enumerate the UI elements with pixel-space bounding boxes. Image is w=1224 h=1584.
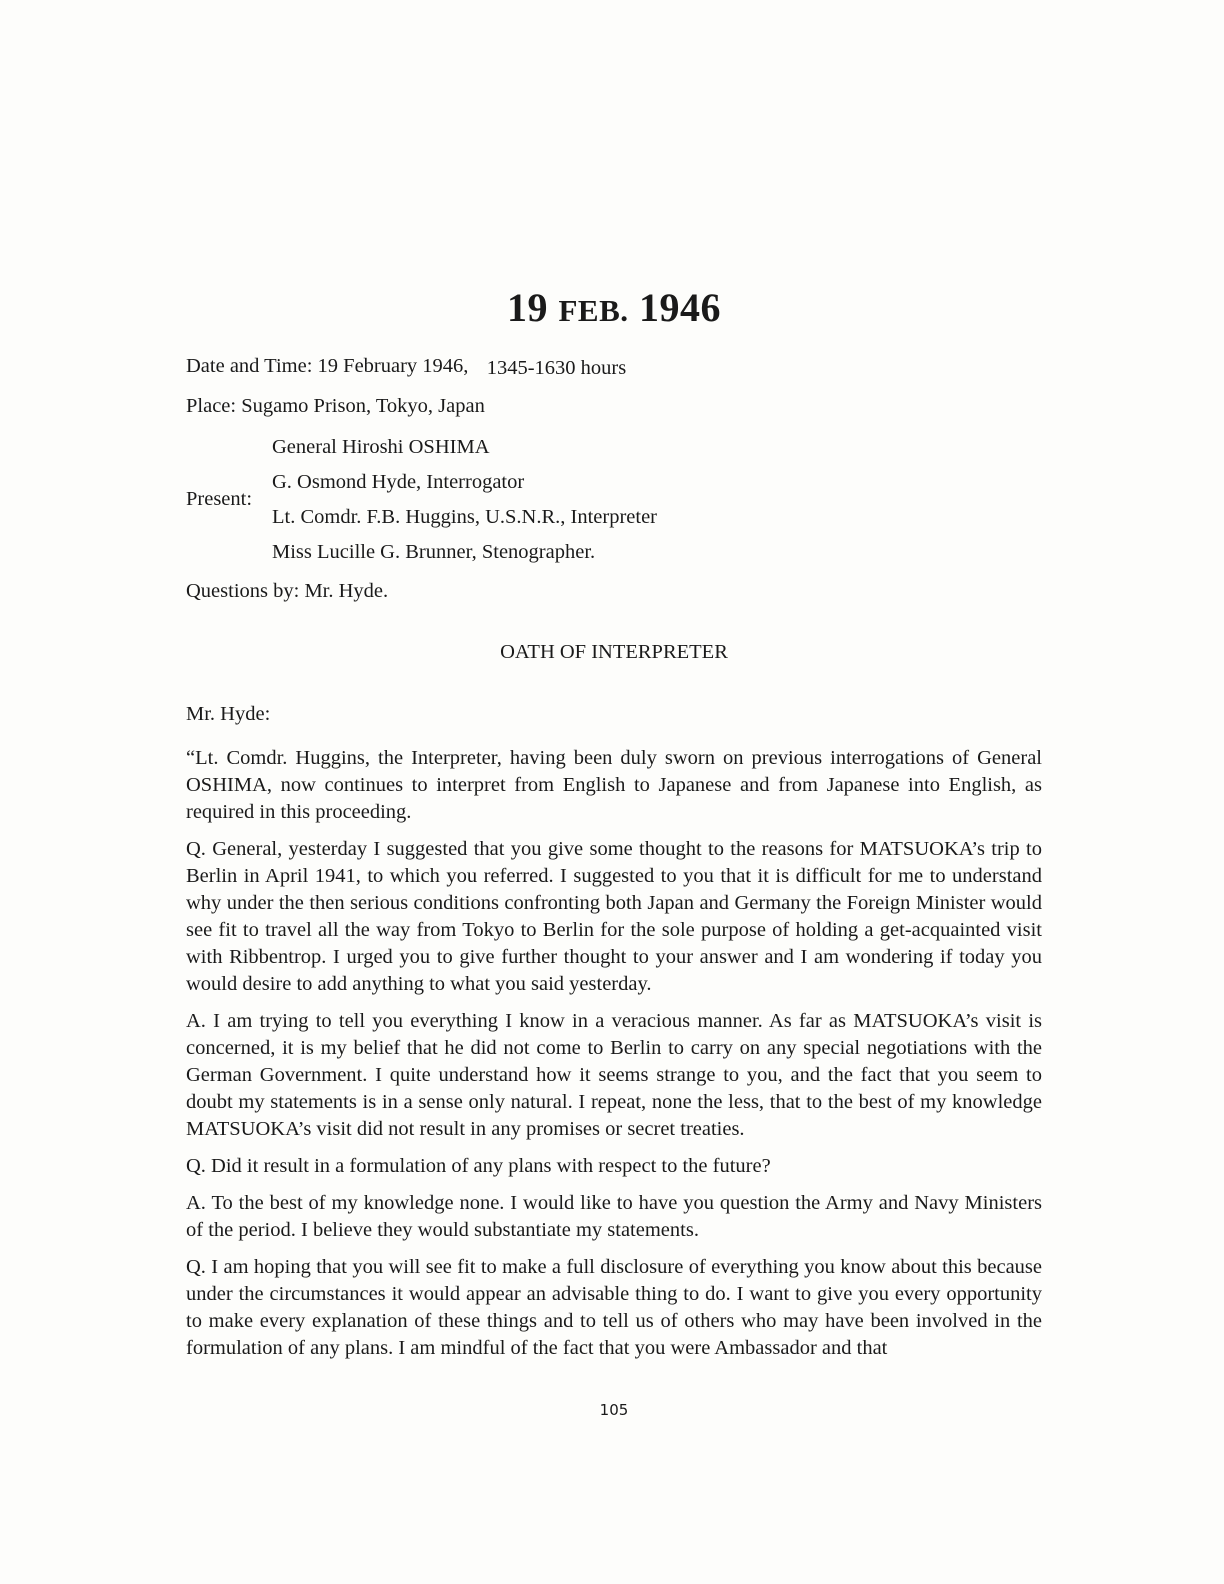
paragraph: Q. I am hoping that you will see fit to make a full disclosure of everything you know about this because under the circumstances it would appear an advisable thing to do. I want to give you every opportunity to make every explanation of these things and to tell us of others who may have been involved in the formulation of any plans. I am mindful of the fact that you were Ambassador and that	[186, 1256, 1042, 1359]
paragraph: “Lt. Comdr. Huggins, the Interpreter, having been duly sworn on previous interrogations of General OSHIMA, now continues to interpret from English to Japanese and from Japanese into English, as required in this proceeding.	[186, 747, 1042, 823]
present-list	[272, 434, 657, 574]
paragraph: A. I am trying to tell you everything I know in a veracious manner. As far as MATSUOKA’s visit is concerned, it is my belief that he did not come to Berlin to carry on any special negotiations with the German Government. I quite understand how it seems strange to you, and the fact that you seem to doubt my statements is in a sense only natural. I repeat, none the less, that to the best of my knowledge MATSUOKA’s visit did not result in any promises or secret treaties.	[186, 1010, 1042, 1140]
date-time-label: Date and Time:	[186, 355, 313, 377]
date-time-value: 19 February 1946,	[317, 355, 469, 377]
page-number: 105	[599, 1401, 629, 1419]
present-item: Miss Lucille G. Brunner, Stenographer.	[272, 541, 596, 563]
present-item: G. Osmond Hyde, Interrogator	[272, 471, 525, 493]
title-month: FEB.	[558, 293, 629, 328]
date-time-line	[186, 353, 626, 379]
paragraph: Q. General, yesterday I suggested that you give some thought to the reasons for MATSUOKA’s trip to Berlin in April 1941, to which you referred. I suggested to you that it is difficult for me to understand why under the then serious conditions confronting both Japan and Germany the Foreign Minister would see fit to travel all the way from Tokyo to Berlin for the sole purpose of holding a get-acquainted visit with Ribbentrop. I urged you to give further thought to your answer and I am wondering if today you would desire to add anything to what you said yesterday.	[186, 838, 1042, 995]
questions-line	[186, 578, 388, 604]
place-label: Place:	[186, 395, 237, 417]
paragraph: A. To the best of my knowledge none. I would like to have you question the Army and Navy Ministers of the period. I believe they would substantiate my statements.	[186, 1192, 1042, 1241]
date-time-hours: 1345-1630 hours	[486, 357, 627, 379]
questions-label: Questions by:	[186, 580, 300, 602]
paragraph: Q. Did it result in a formulation of any plans with respect to the future?	[186, 1155, 771, 1177]
speaker-label: Mr. Hyde:	[186, 703, 271, 725]
place-value: Sugamo Prison, Tokyo, Japan	[241, 395, 485, 417]
place-line	[186, 393, 485, 419]
questions-value: Mr. Hyde.	[304, 580, 389, 602]
title-year: 1946	[639, 285, 722, 330]
present-label: Present:	[186, 488, 253, 510]
section-heading: OATH OF INTERPRETER	[500, 641, 728, 663]
present-item: Lt. Comdr. F.B. Huggins, U.S.N.R., Interpreter	[272, 506, 657, 528]
present-item: General Hiroshi OSHIMA	[272, 436, 490, 458]
document-page	[186, 0, 1042, 1584]
transcript-body	[186, 701, 1042, 1372]
title-day: 19	[506, 285, 548, 330]
page-title	[186, 284, 1042, 335]
